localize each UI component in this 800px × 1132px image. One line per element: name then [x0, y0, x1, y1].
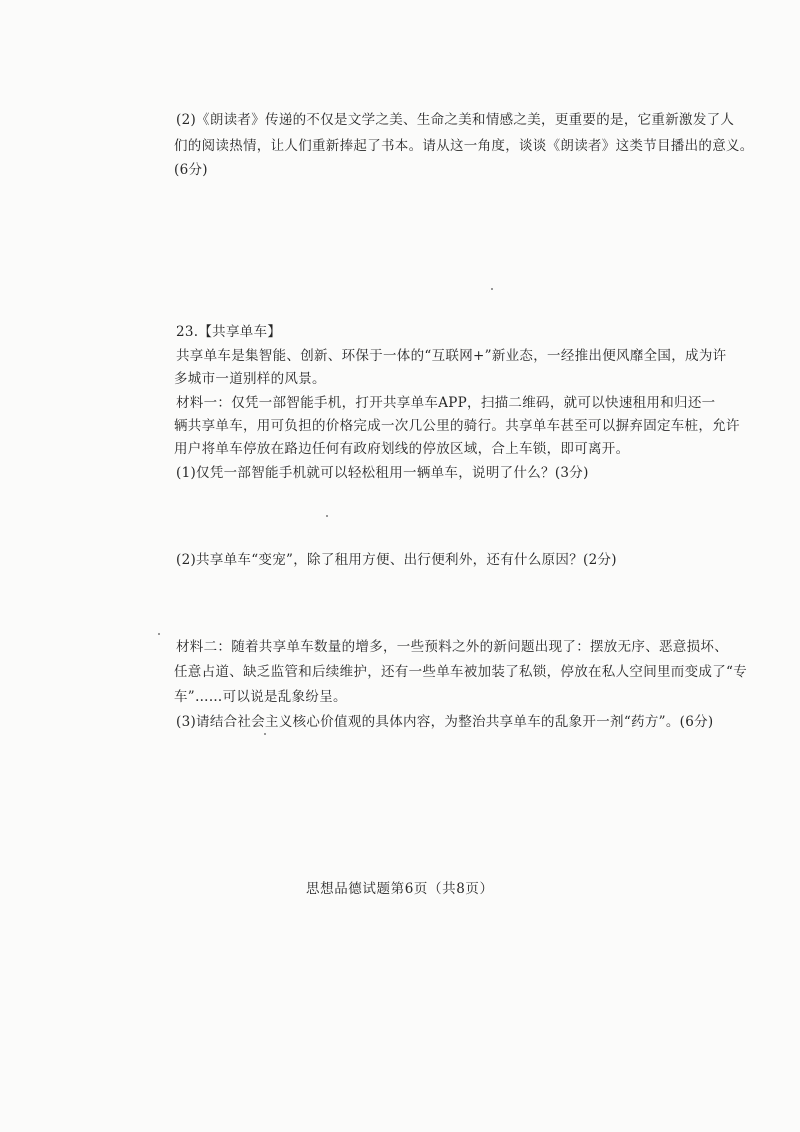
- q23-material1-line1: 材料一：仅凭一部智能手机，打开共享单车APP，扫描二维码，就可以快速租用和归还一: [176, 395, 716, 411]
- q23-sub2: (2)共享单车“变宠”，除了租用方便、出行便利外，还有什么原因？(2分): [176, 552, 617, 568]
- q23-title: 23.【共享单车】: [176, 324, 282, 340]
- q23-sub1: (1)仅凭一部智能手机就可以轻松租用一辆单车，说明了什么？(3分): [176, 465, 589, 481]
- q23-material2-line1: 材料二：随着共享单车数量的增多，一些预料之外的新问题出现了：摆放无序、恶意损坏、: [176, 639, 728, 655]
- q23-material2-line3: 车”……可以说是乱象纷呈。: [174, 689, 347, 705]
- scan-speck: [158, 633, 160, 635]
- q23-intro-line2: 多城市一道别样的风景。: [174, 371, 326, 387]
- scan-speck: [326, 515, 328, 517]
- q22-part2-line1: (2)《朗读者》传递的不仅是文学之美、生命之美和情感之美，更重要的是，它重新激发了人: [176, 112, 735, 128]
- q23-sub3: (3)请结合社会主义核心价值观的具体内容，为整治共享单车的乱象开一剂“药方”。(6分): [176, 714, 714, 730]
- q23-material1-line3: 用户将单车停放在路边任何有政府划线的停放区域，合上车锁，即可离开。: [174, 441, 630, 457]
- q23-material2-line2: 任意占道、缺乏监管和后续维护，还有一些单车被加装了私锁，停放在私人空间里而变成了“专: [174, 664, 747, 680]
- scan-speck: [491, 288, 493, 290]
- q23-material1-line2: 辆共享单车，用可负担的价格完成一次几公里的骑行。共享单车甚至可以摒弃固定车桩，允许: [174, 418, 740, 434]
- q23-intro-line1: 共享单车是集智能、创新、环保于一体的“互联网+”新业态，一经推出便风靡全国，成为许: [176, 348, 727, 364]
- page-footer: 思想品德试题第6页（共8页）: [306, 881, 494, 897]
- scan-speck: [264, 733, 266, 735]
- q22-part2-score: (6分): [174, 162, 208, 178]
- q22-part2-line2: 们的阅读热情，让人们重新捧起了书本。请从这一角度，谈谈《朗读者》这类节目播出的意义。: [174, 138, 754, 154]
